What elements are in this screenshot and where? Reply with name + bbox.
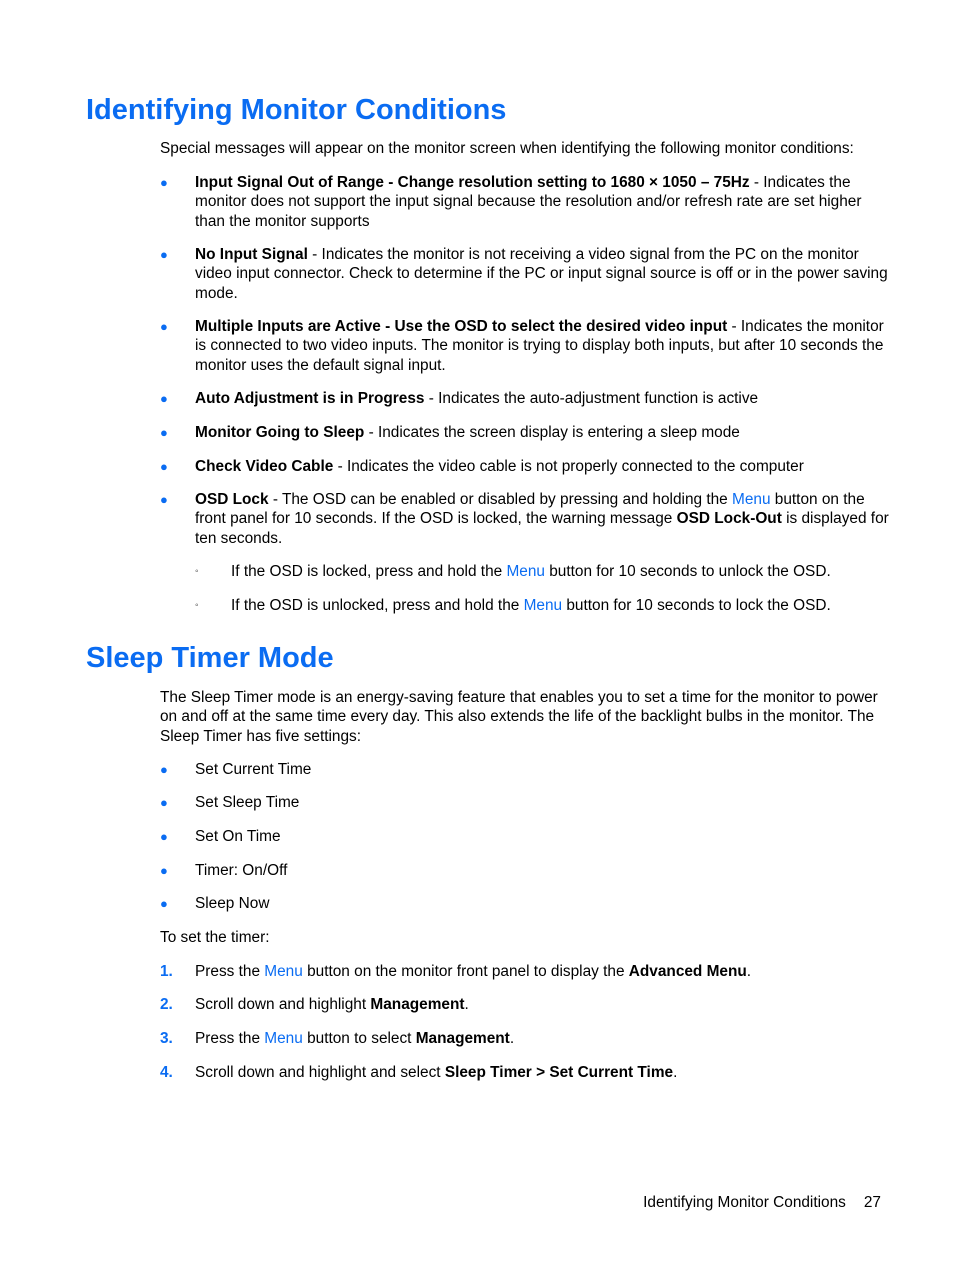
bullet-icon: ● <box>160 175 168 190</box>
sub-list-item <box>195 596 890 615</box>
list-item <box>160 760 890 779</box>
menu-link[interactable]: Menu <box>264 1030 303 1047</box>
list-item <box>160 457 890 476</box>
list-item <box>160 861 890 880</box>
step-text: Scroll down and highlight <box>195 996 371 1013</box>
step-text: Press the <box>195 963 265 980</box>
item-text: Set Current Time <box>195 761 312 778</box>
item-text: - Indicates the monitor is not receiving a video signal from the PC on the monitor video input connector. Check to determine if the PC or input signal source is off or in the power saving mode. <box>195 246 888 302</box>
item-text: - Indicates the monitor is connected to two video inputs. The monitor is trying to display both inputs, but after 10 seconds the monitor uses the default signal input. <box>195 318 884 374</box>
bullet-icon: ● <box>160 247 168 262</box>
menu-link[interactable]: Menu <box>732 491 771 508</box>
step-bold: Advanced Menu <box>628 963 747 980</box>
step-text: Scroll down and highlight and select <box>195 1064 445 1081</box>
section-title-sleep-timer: Sleep Timer Mode <box>86 642 334 674</box>
step-number: 2. <box>160 996 173 1013</box>
steps-intro: To set the timer: <box>160 929 270 946</box>
bullet-icon: ● <box>160 459 168 474</box>
step-number: 4. <box>160 1064 173 1081</box>
step-text: Press the <box>195 1030 265 1047</box>
item-text: is displayed for ten seconds. <box>195 510 889 547</box>
list-item <box>160 827 890 846</box>
step-item <box>160 962 890 981</box>
list-item <box>160 245 890 303</box>
circle-bullet-icon: ◦ <box>195 600 199 611</box>
step-number: 3. <box>160 1030 173 1047</box>
step-text: button on the monitor front panel to display the <box>302 963 629 980</box>
menu-link[interactable]: Menu <box>523 597 563 614</box>
section-title-monitor-conditions: Identifying Monitor Conditions <box>86 94 507 126</box>
section-intro: The Sleep Timer mode is an energy-saving feature that enables you to set a time for the monitor to power on and off at the same time every day. This also extends the life of the backlight bulbs in the monitor. The Sleep Timer has five settings: <box>160 689 878 745</box>
item-text: If the OSD is locked, press and hold the <box>231 563 507 580</box>
section-intro: Special messages will appear on the monitor screen when identifying the following monitor conditions: <box>160 140 854 157</box>
step-bold: Management <box>370 996 465 1013</box>
bullet-icon: ● <box>160 492 168 507</box>
bullet-icon: ● <box>160 762 168 777</box>
item-text: button for 10 seconds to lock the OSD. <box>562 597 831 614</box>
list-item <box>160 173 890 231</box>
list-item <box>160 423 890 442</box>
item-title: Check Video Cable <box>195 458 334 475</box>
item-text: - Indicates the screen display is entering a sleep mode <box>364 424 740 441</box>
step-text: button to select <box>302 1030 416 1047</box>
step-text: . <box>673 1064 678 1081</box>
menu-link[interactable]: Menu <box>264 963 303 980</box>
list-item <box>160 793 890 812</box>
item-text: If the OSD is unlocked, press and hold the <box>231 597 524 614</box>
step-bold: Sleep Timer > Set Current Time <box>444 1064 674 1081</box>
item-text: - Indicates the monitor does not support the input signal because the resolution and/or refresh rate are set higher than the monitor supports <box>195 174 862 230</box>
menu-link[interactable]: Menu <box>506 563 545 580</box>
item-title: OSD Lock <box>195 491 269 508</box>
item-text: button on the front panel for 10 seconds. If the OSD is locked, the warning message <box>195 491 865 528</box>
step-text: . <box>464 996 469 1013</box>
item-text: Timer: On/Off <box>195 862 288 879</box>
item-text: - Indicates the video cable is not properly connected to the computer <box>333 458 804 475</box>
page-number: 27 <box>863 1194 881 1211</box>
bullet-icon: ● <box>160 829 168 844</box>
step-item <box>160 1063 890 1082</box>
bullet-icon: ● <box>160 795 168 810</box>
item-title: Monitor Going to Sleep <box>195 424 365 441</box>
item-text: - Indicates the auto-adjustment function is active <box>424 390 759 407</box>
step-text: . <box>509 1030 515 1047</box>
bullet-icon: ● <box>160 319 168 334</box>
sub-list-item <box>195 562 890 581</box>
item-text: button for 10 seconds to unlock the OSD. <box>544 563 831 580</box>
bullet-icon: ● <box>160 896 168 911</box>
item-title: Input Signal Out of Range - Change resolution setting to 1680 × 1050 – 75Hz <box>195 174 750 191</box>
osd-lockout-label: OSD Lock-Out <box>676 510 782 528</box>
step-bold: Management <box>415 1030 510 1047</box>
item-title: Auto Adjustment is in Progress <box>195 390 425 407</box>
bullet-icon: ● <box>160 863 168 878</box>
item-text: - The OSD can be enabled or disabled by pressing and holding the <box>268 491 733 508</box>
item-title: No Input Signal <box>195 246 308 263</box>
step-number: 1. <box>160 963 173 980</box>
bullet-icon: ● <box>160 425 168 440</box>
item-text: Set Sleep Time <box>195 794 300 811</box>
page-footer <box>643 1193 881 1212</box>
list-item-osd-lock <box>160 490 890 548</box>
item-text: Set On Time <box>195 828 281 845</box>
step-item <box>160 1029 890 1048</box>
list-item <box>160 894 890 913</box>
item-title: Multiple Inputs are Active - Use the OSD to select the desired video input <box>195 318 728 335</box>
list-item <box>160 317 890 375</box>
footer-section-title: Identifying Monitor Conditions <box>643 1194 846 1211</box>
item-text: Sleep Now <box>195 895 270 912</box>
circle-bullet-icon: ◦ <box>195 566 199 577</box>
list-item <box>160 389 890 408</box>
step-text: . <box>746 963 752 980</box>
step-item <box>160 995 890 1014</box>
bullet-icon: ● <box>160 391 168 406</box>
